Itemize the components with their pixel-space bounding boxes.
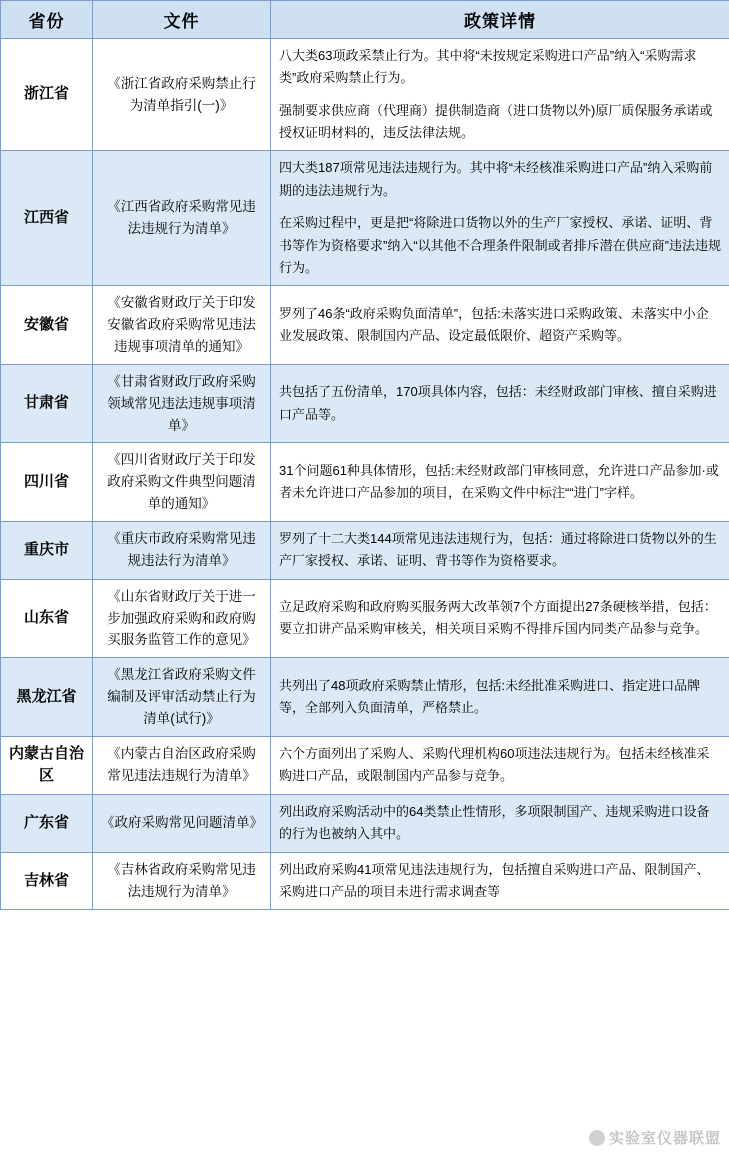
cell-province: 甘肃省 bbox=[1, 364, 93, 443]
cell-details bbox=[271, 736, 729, 794]
table-row bbox=[1, 443, 729, 522]
cell-province: 安徽省 bbox=[1, 286, 93, 365]
detail-paragraph: 列出政府采购41项常见违法违规行为，包括擅自采购进口产品、限制国产、采购进口产品的项目未进行需求调查等 bbox=[279, 861, 710, 899]
detail-paragraph: 四大类187项常见违法违规行为。其中将“未经核准采购进口产品”纳入采购前期的违法违规行为。 bbox=[279, 160, 713, 198]
cell-file: 《重庆市政府采购常见违规违法行为清单》 bbox=[93, 521, 271, 579]
cell-details bbox=[271, 151, 729, 286]
detail-paragraph: 共列出了48项政府采购禁止情形，包括:未经批准采购进口、指定进口品牌等，全部列入负面清单，严格禁止。 bbox=[279, 677, 701, 716]
cell-file: 《浙江省政府采购禁止行为清单指引(一)》 bbox=[93, 39, 271, 151]
cell-province: 浙江省 bbox=[1, 39, 93, 151]
table-row bbox=[1, 794, 729, 852]
detail-paragraph: 列出政府采购活动中的64类禁止性情形，多项限制国产、违规采购进口设备的行为也被纳入其中。 bbox=[279, 803, 710, 842]
cell-file: 《甘肃省财政厅政府采购领域常见违法违规事项清单》 bbox=[93, 364, 271, 443]
cell-province: 江西省 bbox=[1, 151, 93, 286]
detail-paragraph: 立足政府采购和政府购买服务两大改革领7个方面提出27条硬核举措，包括：要立扣讲产品采购审核关，相关项目采购不得排斥国内同类产品参与竞争。 bbox=[279, 599, 717, 637]
cell-details bbox=[271, 39, 729, 151]
table-row bbox=[1, 579, 729, 658]
cell-details bbox=[271, 521, 729, 579]
cell-details bbox=[271, 579, 729, 658]
table-row bbox=[1, 286, 729, 365]
cell-province: 广东省 bbox=[1, 794, 93, 852]
cell-province: 山东省 bbox=[1, 579, 93, 658]
cell-file: 《江西省政府采购常见违法违规行为清单》 bbox=[93, 151, 271, 286]
column-header-details: 政策详情 bbox=[271, 1, 729, 39]
table-row bbox=[1, 852, 729, 910]
cell-province: 黑龙江省 bbox=[1, 658, 93, 737]
cell-province: 吉林省 bbox=[1, 852, 93, 910]
cell-details bbox=[271, 852, 729, 910]
table-row bbox=[1, 151, 729, 286]
detail-paragraph: 强制要求供应商（代理商）提供制造商（进口货物以外)原厂质保服务承诺或授权证明材料的，违反法律法规。 bbox=[279, 102, 713, 141]
cell-file: 《安徽省财政厅关于印发安徽省政府采购常见违法违规事项清单的通知》 bbox=[93, 286, 271, 365]
table-row bbox=[1, 736, 729, 794]
detail-paragraph: 在采购过程中，更是把“将除进口货物以外的生产厂家授权、承诺、证明、背书等作为资格要求”纳入“以其他不合理条件限制或者排斥潜在供应商”违法违规行为。 bbox=[279, 215, 721, 275]
detail-paragraph: 共包括了五份清单，170项具体内容，包括：未经财政部门审核、擅自采购进口产品等。 bbox=[279, 384, 717, 422]
table-row bbox=[1, 39, 729, 151]
cell-file: 《黑龙江省政府采购文件编制及评审活动禁止行为清单(试行)》 bbox=[93, 658, 271, 737]
cell-province: 内蒙古自治区 bbox=[1, 736, 93, 794]
table-row bbox=[1, 364, 729, 443]
cell-file: 《内蒙古自治区政府采购常见违法违规行为清单》 bbox=[93, 736, 271, 794]
table-header bbox=[1, 1, 729, 39]
column-header-file: 文件 bbox=[93, 1, 271, 39]
cell-details bbox=[271, 286, 729, 365]
cell-file: 《四川省财政厅关于印发政府采购文件典型问题清单的通知》 bbox=[93, 443, 271, 522]
cell-province: 重庆市 bbox=[1, 521, 93, 579]
table-body bbox=[1, 39, 729, 910]
detail-paragraph: 罗列了46条“政府采购负面清单”，包括:未落实进口采购政策、未落实中小企业发展政策、限制国内产品、设定最低限价、超资产采购等。 bbox=[279, 305, 709, 344]
column-header-province: 省份 bbox=[1, 1, 93, 39]
watermark-logo-icon bbox=[589, 1130, 605, 1146]
header-row bbox=[1, 1, 729, 39]
cell-province: 四川省 bbox=[1, 443, 93, 522]
cell-file: 《政府采购常见问题清单》 bbox=[93, 794, 271, 852]
cell-details bbox=[271, 794, 729, 852]
table-row bbox=[1, 658, 729, 737]
table-row bbox=[1, 521, 729, 579]
detail-paragraph: 六个方面列出了采购人、采购代理机构60项违法违规行为。包括未经核准采购进口产品，或限制国内产品参与竞争。 bbox=[279, 745, 710, 784]
cell-details bbox=[271, 364, 729, 443]
cell-file: 《山东省财政厅关于进一步加强政府采购和政府购买服务监管工作的意见》 bbox=[93, 579, 271, 658]
detail-paragraph: 罗列了十二大类144项常见违法违规行为，包括：通过将除进口货物以外的生产厂家授权、承诺、证明、背书等作为资格要求。 bbox=[279, 530, 717, 569]
cell-file: 《吉林省政府采购常见违法违规行为清单》 bbox=[93, 852, 271, 910]
cell-details bbox=[271, 658, 729, 737]
watermark bbox=[589, 1127, 721, 1148]
detail-paragraph: 31个问题61种具体情形，包括:未经财政部门审核同意，允许进口产品参加·或者未允许进口产品参加的项目，在采购文件中标注““进门”字样。 bbox=[279, 462, 719, 501]
cell-details bbox=[271, 443, 729, 522]
watermark-text: 实验室仪器联盟 bbox=[608, 1130, 721, 1147]
detail-paragraph: 八大类63项政采禁止行为。其中将“未按规定采购进口产品”纳入“采购需求类”政府采购禁止行为。 bbox=[279, 48, 697, 86]
